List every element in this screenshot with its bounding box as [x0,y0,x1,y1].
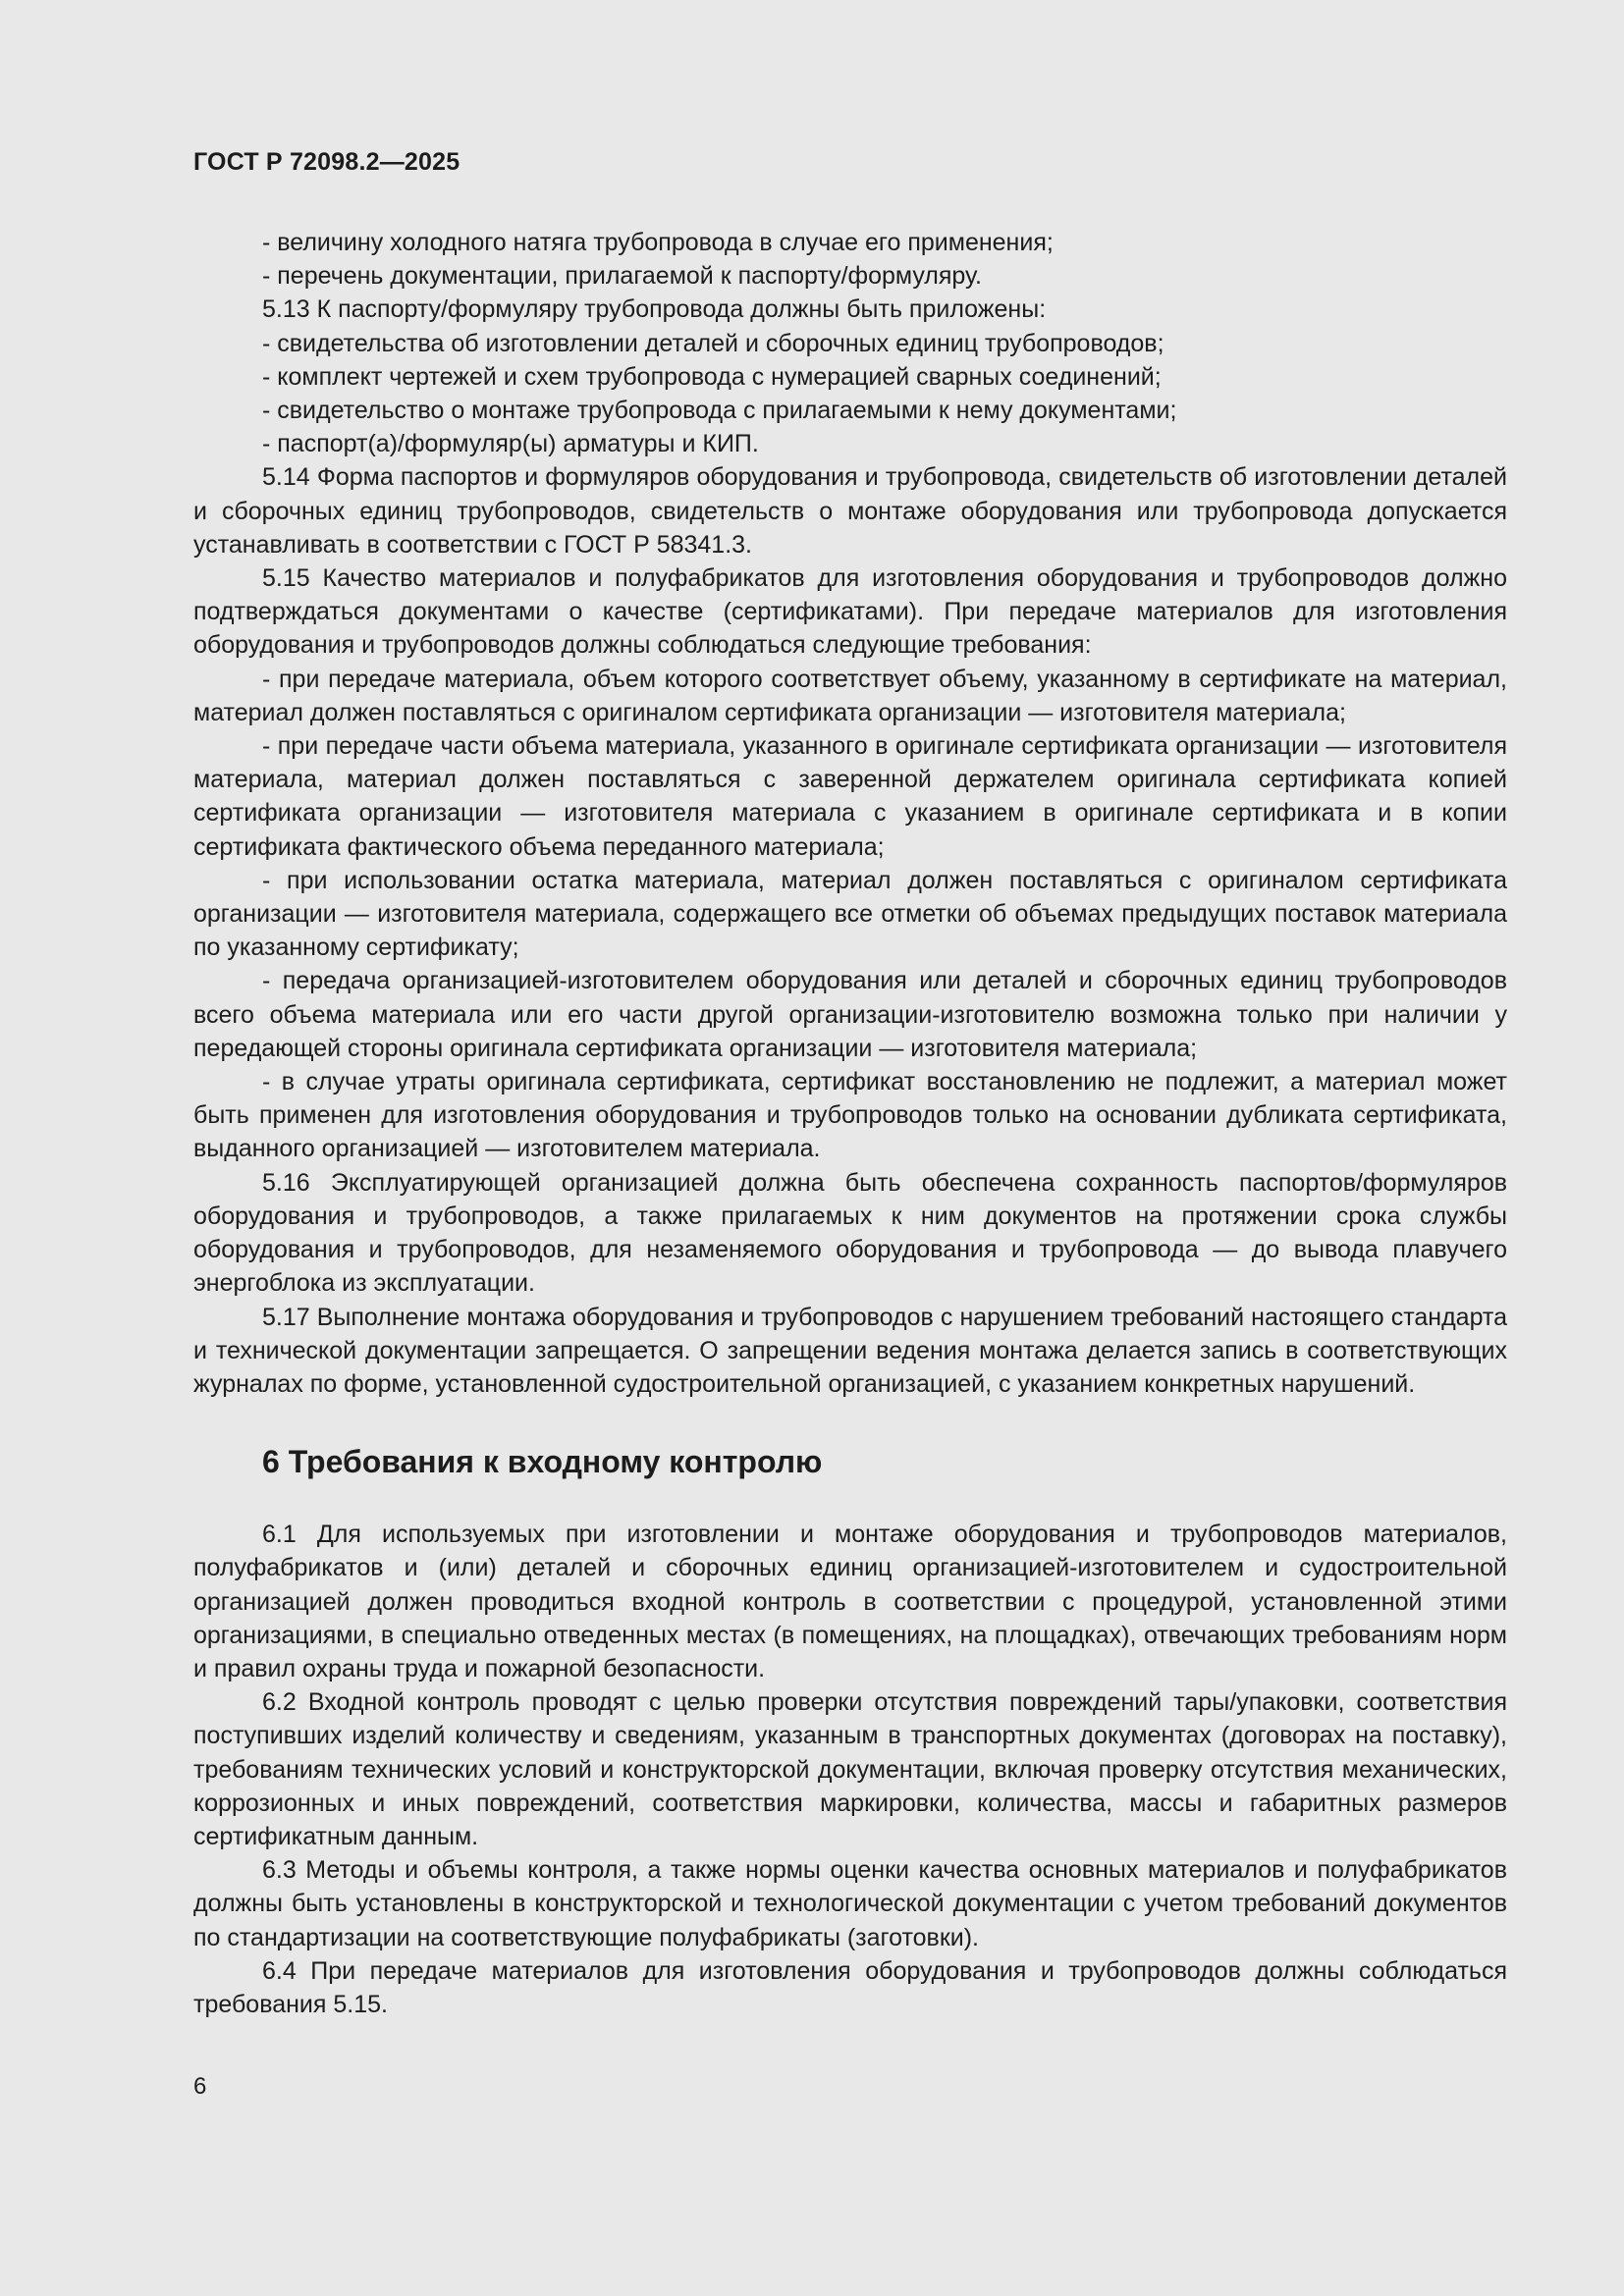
paragraph: - свидетельство о монтаже трубопровода с прилагаемыми к нему документами; [262,397,1177,425]
paragraph: - при использовании остатка материала, материал должен поставляться с оригиналом сертификата организации — изготовителя материала, содержащего все отметки об объемах предыдущих поставок материала по указанному сертификату; [193,866,1507,962]
paragraph: - передача организацией-изготовителем оборудования или деталей и сборочных единиц трубопроводов всего объема материала или его части другой организации-изготовителю возможна только при наличии у передающей стороны оригинала сертификата организации — изготовителя материала; [193,967,1507,1062]
paragraph: - перечень документации, прилагаемой к паспорту/формуляру. [262,262,982,291]
paragraph: 6.3 Методы и объемы контроля, а также нормы оценки качества основных материалов и полуфабрикатов должны быть установлены в конструкторской и технологической документации с учетом требований документов по стандартизации на соответствующие полуфабрикаты (заготовки). [193,1856,1507,1951]
paragraph: - величину холодного натяга трубопровода в случае его применения; [262,229,1054,256]
paragraph: - комплект чертежей и схем трубопровода с нумерацией сварных соединений; [262,362,1162,391]
paragraph: 5.17 Выполнение монтажа оборудования и трубопроводов с нарушением требований настоящего стандарта и технической документации запрещается. О запрещении ведения монтажа делается запись в соответствующих журналах по форме, установленной судостроительной организацией, с указанием конкретных нарушений. [193,1303,1507,1398]
paragraph: 5.14 Форма паспортов и формуляров оборудования и трубопровода, свидетельств об изготовлении деталей и сборочных единиц трубопроводов, свидетельств о монтаже оборудования или трубопровода допускается устанавливать в соответствии с ГОСТ Р 58341.3. [193,463,1507,559]
paragraph: 6.4 При передаче материалов для изготовления оборудования и трубопроводов должны соблюдаться требования 5.15. [193,1956,1507,2018]
paragraph: 6.2 Входной контроль проводят с целью проверки отсутствия повреждений тары/упаковки, соответствия поступивших изделий количеству и сведениям, указанным в транспортных документах (договорах на поставку), требованиям технических условий и конструкторской документации, включая проверку отсутствия механических, коррозионных и иных повреждений, соответствия маркировки, количества, массы и габаритных размеров сертификатным данным. [193,1688,1507,1850]
paragraph: - свидетельства об изготовлении деталей и сборочных единиц трубопроводов; [262,329,1164,357]
paragraph: - при передаче части объема материала, указанного в оригинале сертификата организации — изготовителя материала, материал должен поставляться с заверенной держателем оригинала сертификата копией сертификата организации — изготовителя материала с указанием в оригинале сертификата и в копии сертификата фактического объема переданного материала; [193,732,1507,861]
page-number: 6 [193,2073,207,2100]
paragraph: 5.13 К паспорту/формуляру трубопровода должны быть приложены: [262,295,1047,324]
section-heading: 6 Требования к входному контролю [262,1444,823,1480]
paragraph: - в случае утраты оригинала сертификата, сертификат восстановлению не подлежит, а материал может быть применен для изготовления оборудования и трубопроводов только на основании дубликата сертификата, выданного организацией — изготовителем материала. [193,1068,1507,1163]
document-code-header: ГОСТ Р 72098.2—2025 [193,148,460,176]
paragraph: 6.1 Для используемых при изготовлении и монтаже оборудования и трубопроводов материалов, полуфабрикатов и (или) деталей и сборочных единиц организацией-изготовителем и судостроительной организацией должен проводиться входной контроль в соответствии с процедурой, установленной этими организациями, в специально отведенных местах (в помещениях, на площадках), отвечающих требованиям норм и правил охраны труда и пожарной безопасности. [193,1521,1507,1682]
paragraph: - при передаче материала, объем которого соответствует объему, указанному в сертификате на материал, материал должен поставляться с оригиналом сертификата организации — изготовителя материала; [193,665,1507,726]
paragraph: - паспорт(а)/формуляр(ы) арматуры и КИП. [262,430,759,458]
paragraph: 5.15 Качество материалов и полуфабрикатов для изготовления оборудования и трубопроводов должно подтверждаться документами о качестве (сертификатами). При передаче материалов для изготовления оборудования и трубопроводов должны соблюдаться следующие требования: [193,564,1507,660]
paragraph: 5.16 Эксплуатирующей организацией должна быть обеспечена сохранность паспортов/формуляров оборудования и трубопроводов, а также прилагаемых к ним документов на протяжении срока службы оборудования и трубопроводов, для незаменяемого оборудования и трубопровода — до вывода плавучего энергоблока из эксплуатации. [193,1168,1507,1298]
document-body [193,226,1507,2021]
